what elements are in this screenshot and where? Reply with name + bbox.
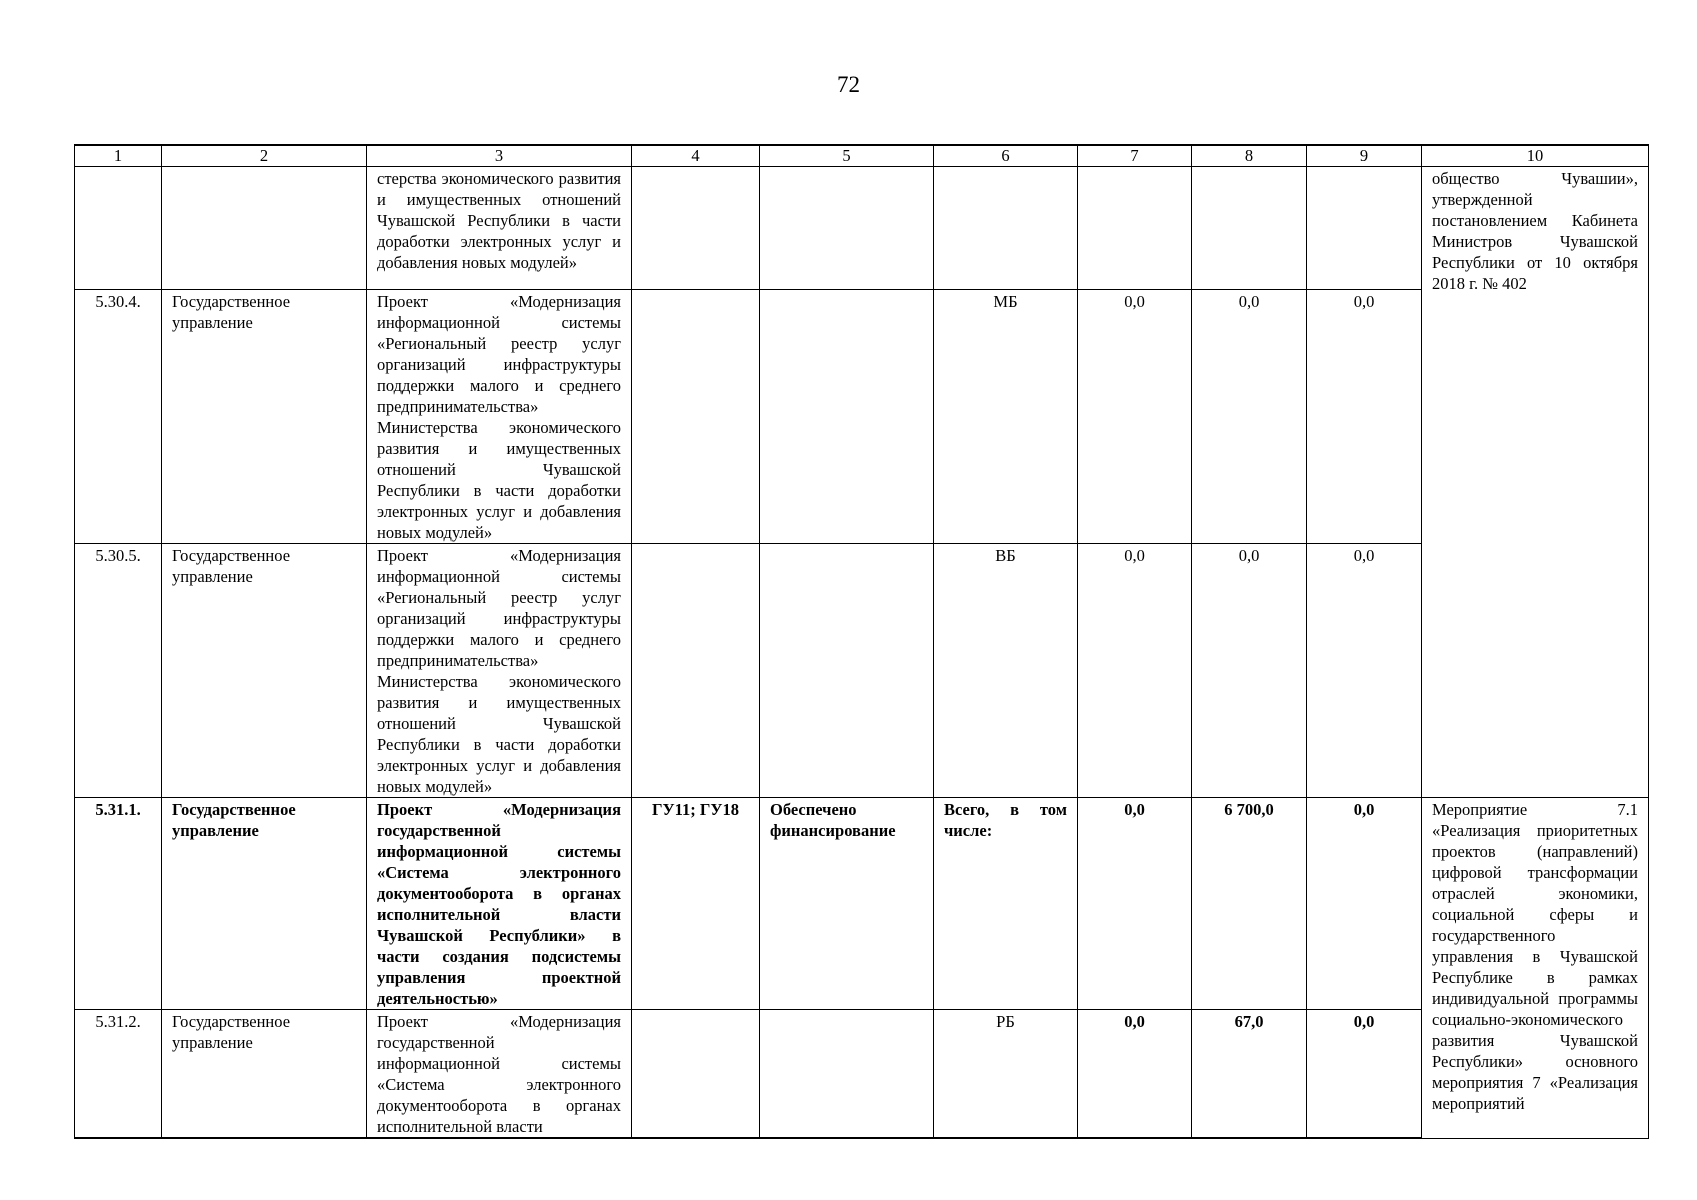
column-header: 8: [1192, 145, 1307, 167]
document-table: [74, 144, 1649, 1139]
column-header: 6: [934, 145, 1078, 167]
cell-number: 5.31.2.: [75, 1010, 162, 1139]
column-header: 4: [632, 145, 760, 167]
cell-number: [75, 167, 162, 290]
cell-project: Проект «Модернизация государственной информационной системы «Система электронного документооборота в органах исполнительной власти Чувашской Республики» в части создания подсистемы управления проектной деятельностью»: [367, 798, 632, 1010]
cell-sphere: [162, 167, 367, 290]
cell-note: Мероприятие 7.1 «Реализация приоритетных проектов (направлений) цифровой трансформации отраслей экономики, социальной сферы и государственного управления в Чувашской Республике в рамках индивидуальной программы социально-экономического развития Чувашской Республики» основного мероприятия 7 «Реализация мероприятий: [1422, 798, 1649, 1139]
cell-value: 6 700,0: [1192, 798, 1307, 1010]
cell-project: стерства экономического развития и имущественных отношений Чувашской Республики в части доработки электронных услуг и добавления новых модулей»: [367, 167, 632, 290]
cell-value: 0,0: [1192, 290, 1307, 544]
cell-value: 67,0: [1192, 1010, 1307, 1139]
cell-number: 5.31.1.: [75, 798, 162, 1010]
column-header: 9: [1307, 145, 1422, 167]
cell-result: Обеспечено финансирование: [760, 798, 934, 1010]
cell-value: 0,0: [1307, 290, 1422, 544]
cell-value: [1078, 167, 1192, 290]
cell-value: 0,0: [1078, 544, 1192, 798]
cell-result: [760, 167, 934, 290]
column-header: 10: [1422, 145, 1649, 167]
cell-sphere: Государственное управление: [162, 290, 367, 544]
column-header: 7: [1078, 145, 1192, 167]
cell-project: Проект «Модернизация информационной системы «Региональный реестр услуг организаций инфраструктуры поддержки малого и среднего предпринимательства» Министерства экономического развития и имущественных отношений Чувашской Республики в части доработки электронных услуг и добавления новых модулей»: [367, 290, 632, 544]
table-row: [75, 290, 1649, 544]
cell-indicator: [632, 544, 760, 798]
cell-result: [760, 544, 934, 798]
cell-sphere: Государственное управление: [162, 544, 367, 798]
cell-source: РБ: [934, 1010, 1078, 1139]
cell-value: [1192, 167, 1307, 290]
column-header: 3: [367, 145, 632, 167]
cell-value: [1307, 167, 1422, 290]
cell-sphere: Государственное управление: [162, 798, 367, 1010]
table-row: [75, 1010, 1649, 1139]
cell-indicator: [632, 290, 760, 544]
column-number-row: [75, 145, 1649, 167]
page-number: 72: [837, 72, 860, 97]
cell-value: 0,0: [1307, 544, 1422, 798]
column-header: 5: [760, 145, 934, 167]
cell-value: 0,0: [1078, 798, 1192, 1010]
column-header: 2: [162, 145, 367, 167]
column-header: 1: [75, 145, 162, 167]
cell-source: МБ: [934, 290, 1078, 544]
cell-value: 0,0: [1307, 798, 1422, 1010]
cell-indicator: [632, 167, 760, 290]
cell-source: [934, 167, 1078, 290]
cell-result: [760, 1010, 934, 1139]
table-row: [75, 167, 1649, 290]
cell-result: [760, 290, 934, 544]
cell-number: 5.30.5.: [75, 544, 162, 798]
cell-indicator: ГУ11; ГУ18: [632, 798, 760, 1010]
cell-note: общество Чувашии», утвержденной постановлением Кабинета Министров Чувашской Республики от 10 октября 2018 г. № 402: [1422, 167, 1649, 798]
cell-value: 0,0: [1307, 1010, 1422, 1139]
cell-indicator: [632, 1010, 760, 1139]
table-row: [75, 544, 1649, 798]
cell-project: Проект «Модернизация государственной информационной системы «Система электронного документооборота в органах исполнительной власти: [367, 1010, 632, 1139]
cell-value: 0,0: [1078, 290, 1192, 544]
cell-source: Всего, в том числе:: [934, 798, 1078, 1010]
cell-value: 0,0: [1192, 544, 1307, 798]
cell-project: Проект «Модернизация информационной системы «Региональный реестр услуг организаций инфраструктуры поддержки малого и среднего предпринимательства» Министерства экономического развития и имущественных отношений Чувашской Республики в части доработки электронных услуг и добавления новых модулей»: [367, 544, 632, 798]
table-row: [75, 798, 1649, 1010]
cell-sphere: Государственное управление: [162, 1010, 367, 1139]
cell-number: 5.30.4.: [75, 290, 162, 544]
cell-source: ВБ: [934, 544, 1078, 798]
cell-value: 0,0: [1078, 1010, 1192, 1139]
